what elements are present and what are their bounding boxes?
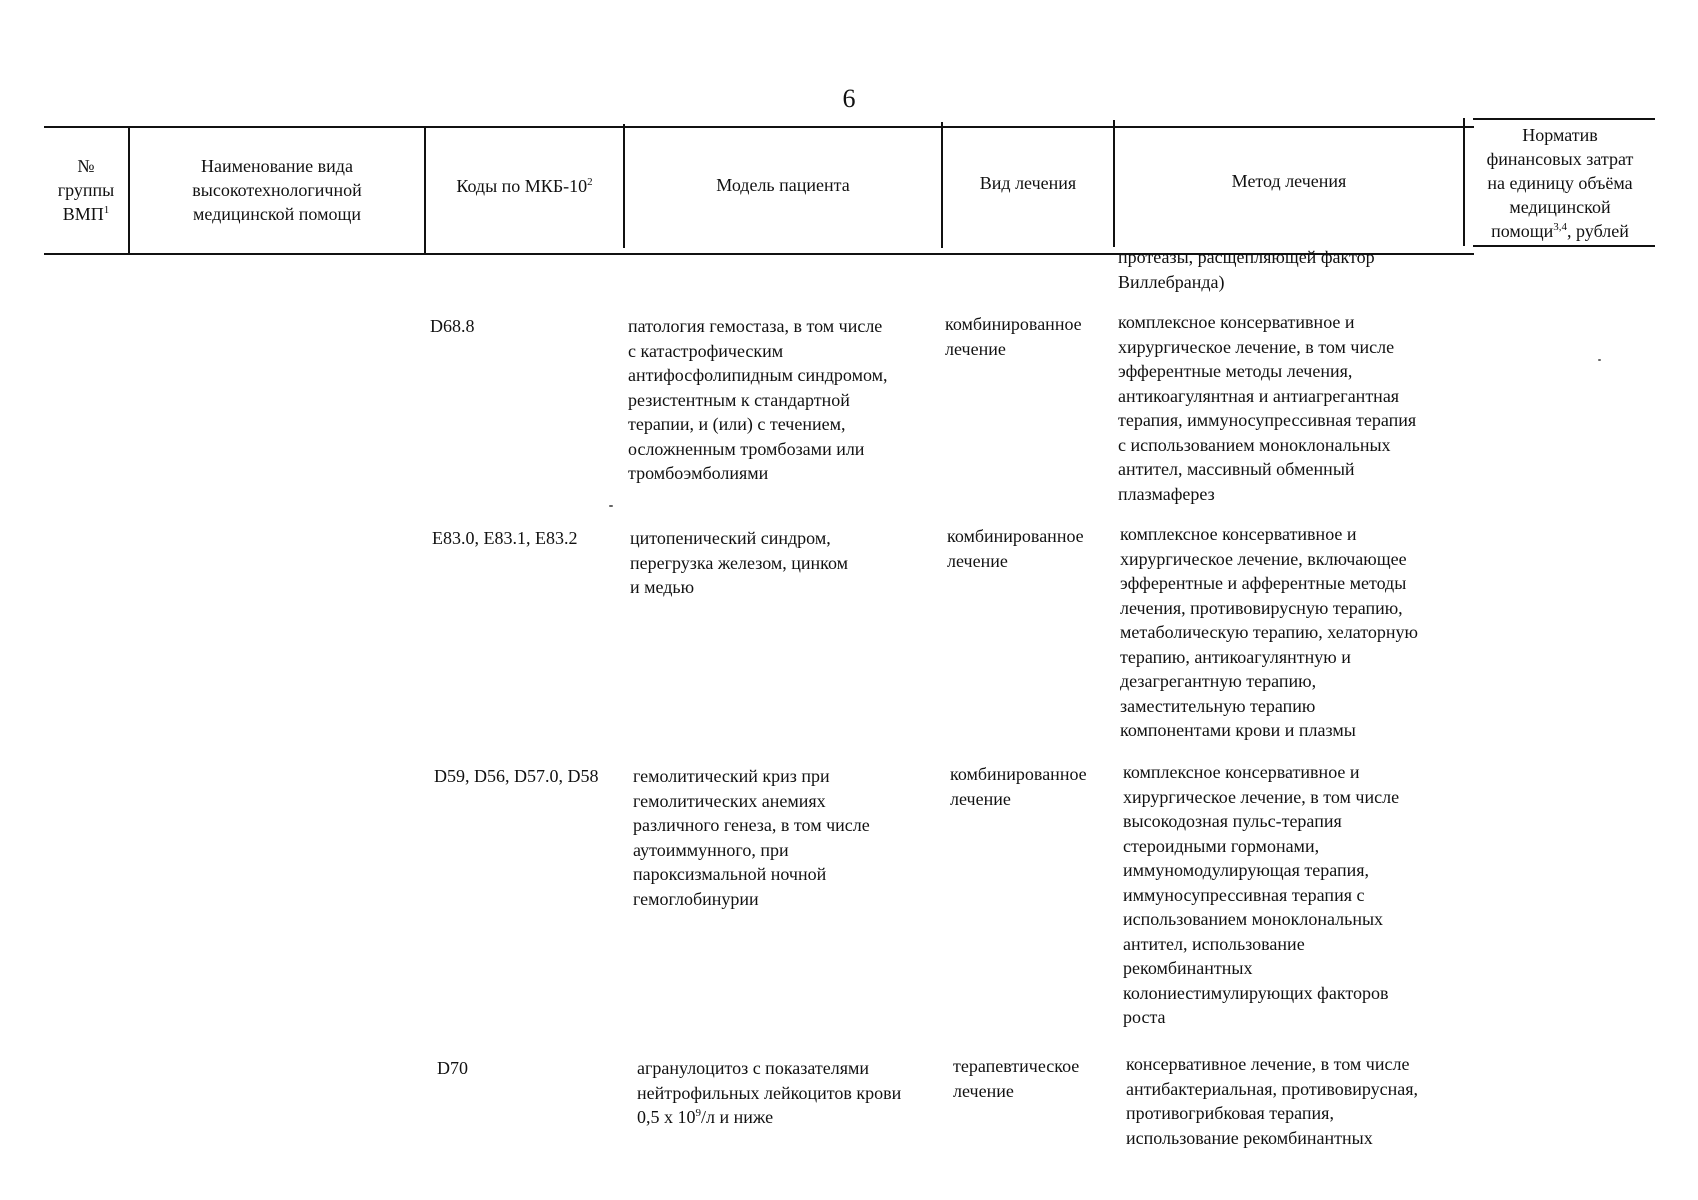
footnote-mark: 2 bbox=[587, 176, 593, 188]
row-icd-codes: D68.8 bbox=[430, 316, 475, 336]
row-treatment-type: терапевтическое лечение bbox=[953, 1056, 1080, 1101]
header-bottom-border-right bbox=[1473, 245, 1655, 247]
header-icd-codes: Коды по МКБ-$10^2$ bbox=[456, 176, 593, 196]
scan-speck bbox=[609, 505, 613, 507]
header-patient-model: Модель пациента bbox=[716, 175, 850, 195]
row-treatment-method: консервативное лечение, в том числе антибактериальная, противовирусная, противогрибковая терапия, использование рекомбинантных bbox=[1126, 1054, 1419, 1148]
row-patient-model: цитопенический синдром, перегрузка железом, цинком и медью bbox=[630, 528, 849, 597]
row-treatment-type: комбинированное лечение bbox=[950, 764, 1087, 809]
footnote-mark: 3,4 bbox=[1553, 220, 1568, 233]
header-cost-norm: Норматив финансовых затрат на единицу объёма медицинской помощи$^{3,4}$, рублей bbox=[1486, 124, 1634, 241]
row-treatment-type: комбинированное лечение bbox=[945, 314, 1082, 359]
row-icd-codes: D70 bbox=[437, 1058, 468, 1078]
row-icd-codes: D59, D56, D57.0, D58 bbox=[434, 766, 599, 786]
row-treatment-method: комплексное консервативное и хирургическое лечение, в том числе высокодозная пульс-терапия стероидными гормонами, иммуномодулирующая терапия, иммуносупрессивная терапия с использованием моноклональных антител, использование рекомбинантных колониестимулирующих факторов роста bbox=[1123, 762, 1400, 1027]
row-treatment-method: комплексное консервативное и хирургическое лечение, включающее эфферентные и афферентные методы лечения, противовирусную терапию, метаболическую терапию, хелаторную терапию, антикоагулянтную и дезагрегантную терапию, заместительную терапию компонентами крови и плазмы bbox=[1120, 524, 1418, 740]
method-continuation: протеазы, расщепляющей фактор Виллебранда) bbox=[1118, 247, 1375, 292]
row-icd-codes: E83.0, E83.1, E83.2 bbox=[432, 528, 578, 548]
superscript-exponent: 9 bbox=[695, 1107, 701, 1119]
scan-speck bbox=[1598, 359, 1601, 361]
page-number: 6 bbox=[842, 84, 856, 113]
header-group-number: № группы ВМП$^1$ bbox=[57, 156, 115, 224]
row-patient-model: агранулоцитоз с показателями нейтрофильных лейкоцитов крови 0,5 х $10^9/л$ и ниже bbox=[637, 1058, 902, 1127]
footnote-mark: 1 bbox=[103, 204, 110, 216]
header-treatment-type: Вид лечения bbox=[979, 173, 1077, 193]
row-patient-model: гемолитический криз при гемолитических анемиях различного генеза, в том числе аутоиммунного, при пароксизмальной ночной гемоглобинурии bbox=[633, 766, 870, 909]
header-treatment-method: Метод лечения bbox=[1231, 171, 1347, 191]
header-care-type-name: Наименование вида высокотехнологичной медицинской помощи bbox=[192, 156, 362, 224]
row-treatment-method: комплексное консервативное и хирургическое лечение, в том числе эфферентные методы лечения, антикоагулянтная и антиагрегантная терапия, иммуносупрессивная терапия с использованием моноклональных антител, массивный обменный плазмаферез bbox=[1118, 312, 1417, 504]
row-treatment-type: комбинированное лечение bbox=[947, 526, 1084, 571]
row-patient-model: патология гемостаза, в том числе с катастрофическим антифосфолипидным синдромом, резистентным к стандартной терапии, и (или) с течением, осложненным тромбозами или тромбоэмболиями bbox=[628, 316, 888, 483]
